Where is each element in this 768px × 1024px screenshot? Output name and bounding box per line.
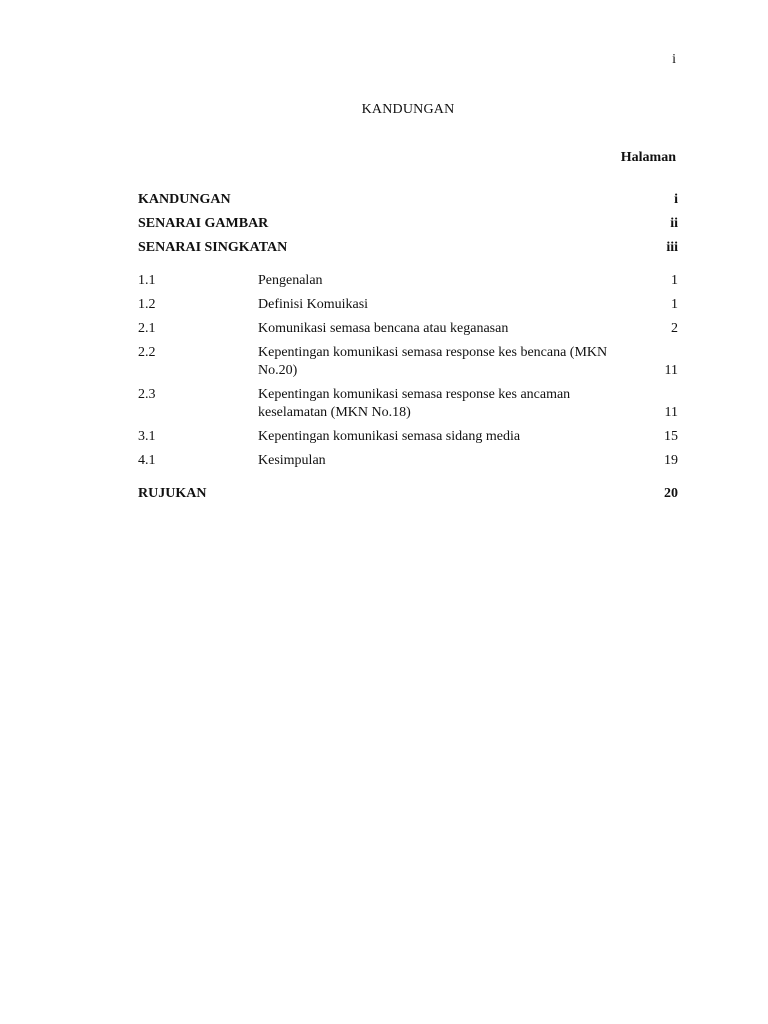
section-title: Pengenalan [258,273,323,288]
section-number: 2.2 [138,345,156,360]
toc-entry-senarai-singkatan [138,238,678,262]
toc-entry-page: ii [670,216,678,231]
section-list [138,272,678,470]
section-page: 11 [664,405,678,420]
section-title: Kepentingan komunikasi semasa sidang media [258,429,521,444]
section-row [138,296,678,314]
toc-entry-label: RUJUKAN [138,486,207,501]
section-number: 4.1 [138,453,156,468]
section-number: 3.1 [138,429,156,444]
section-number: 2.1 [138,321,156,336]
toc-entry-label: SENARAI GAMBAR [138,216,269,231]
section-title: Kepentingan komunikasi semasa response kes ancaman keselamatan (MKN No.18) [258,387,571,420]
toc-entry-page: 20 [664,486,678,501]
page-title: KANDUNGAN [361,102,455,117]
section-row [138,344,678,380]
section-title: Kepentingan komunikasi semasa response kes bencana (MKN No.20) [258,345,608,378]
toc-entry-page: iii [666,240,678,255]
section-page: 2 [671,321,678,336]
section-number: 1.2 [138,297,156,312]
toc-entry-kandungan [138,190,678,214]
section-page: 15 [664,429,678,444]
toc-entry-label: KANDUNGAN [138,192,231,207]
section-title: Kesimpulan [258,453,326,468]
table-of-contents [138,190,678,508]
section-row [138,386,678,422]
toc-entry-rujukan [138,484,678,508]
section-row [138,320,678,338]
section-page: 1 [671,273,678,288]
section-row [138,272,678,290]
toc-entry-label: SENARAI SINGKATAN [138,240,288,255]
page-column-header: Halaman [620,150,676,165]
section-number: 1.1 [138,273,156,288]
section-row [138,428,678,446]
section-page: 19 [664,453,678,468]
page-number: i [672,52,676,67]
section-page: 11 [664,363,678,378]
section-title: Definisi Komuikasi [258,297,369,312]
section-title: Komunikasi semasa bencana atau keganasan [258,321,509,336]
section-page: 1 [671,297,678,312]
section-row [138,452,678,470]
toc-entry-senarai-gambar [138,214,678,238]
toc-entry-page: i [674,192,678,207]
section-number: 2.3 [138,387,156,402]
